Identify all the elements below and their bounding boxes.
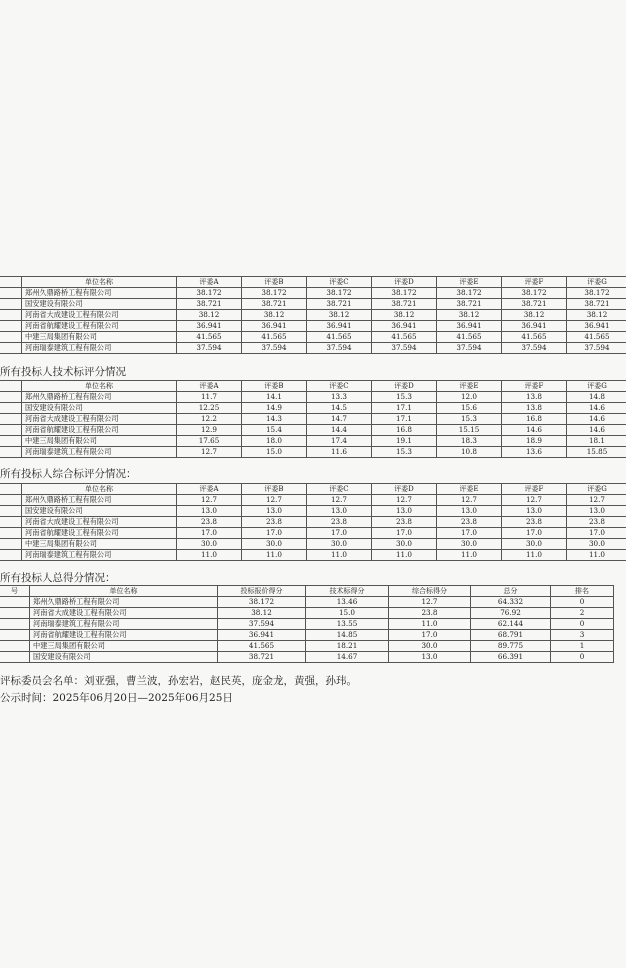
column-header: 评委C <box>307 484 372 495</box>
score-cell: 13.0 <box>242 506 307 517</box>
score-cell: 38.172 <box>372 288 437 299</box>
row-index-cell <box>0 550 22 561</box>
score-cell: 13.6 <box>502 447 567 458</box>
company-name-cell: 中建三局集团有限公司 <box>22 539 177 550</box>
score-cell: 41.565 <box>242 332 307 343</box>
company-name-cell: 河南省航耀建设工程有限公司 <box>22 321 177 332</box>
score-cell: 37.594 <box>218 619 306 630</box>
score-cell: 23.8 <box>307 517 372 528</box>
score-cell: 36.941 <box>502 321 567 332</box>
row-index-cell <box>0 288 22 299</box>
company-name-cell: 中建三局集团有限公司 <box>22 332 177 343</box>
total-score-table <box>0 585 614 663</box>
score-cell: 37.594 <box>307 343 372 354</box>
score-cell: 38.721 <box>242 299 307 310</box>
table-row <box>0 539 626 550</box>
column-header: 评委B <box>242 277 307 288</box>
score-cell: 13.0 <box>437 506 502 517</box>
score-cell: 17.65 <box>177 436 242 447</box>
column-header: 评委G <box>567 484 626 495</box>
score-cell: 17.1 <box>372 403 437 414</box>
score-cell: 62.144 <box>471 619 551 630</box>
score-cell: 36.941 <box>437 321 502 332</box>
score-cell: 23.8 <box>177 517 242 528</box>
table-row <box>0 517 626 528</box>
company-name-cell: 郑州久鼎路桥工程有限公司 <box>22 288 177 299</box>
score-cell: 30.0 <box>567 539 626 550</box>
score-cell: 38.721 <box>177 299 242 310</box>
score-cell: 11.0 <box>372 550 437 561</box>
score-cell: 12.7 <box>242 495 307 506</box>
column-header: 评委B <box>242 381 307 392</box>
score-cell: 41.565 <box>437 332 502 343</box>
score-cell: 38.12 <box>177 310 242 321</box>
score-cell: 36.941 <box>242 321 307 332</box>
row-index-cell <box>0 299 22 310</box>
table-row <box>0 299 626 310</box>
column-header: 评委E <box>437 277 502 288</box>
score-cell: 38.172 <box>502 288 567 299</box>
column-header: 评委E <box>437 484 502 495</box>
score-cell: 37.594 <box>567 343 626 354</box>
row-index-cell <box>0 332 22 343</box>
score-cell: 11.0 <box>242 550 307 561</box>
company-name-cell: 河南省大成建设工程有限公司 <box>22 517 177 528</box>
score-cell: 38.172 <box>177 288 242 299</box>
table-row <box>0 321 626 332</box>
score-cell: 41.565 <box>502 332 567 343</box>
score-cell: 11.0 <box>389 619 471 630</box>
score-cell: 0 <box>551 652 614 663</box>
score-cell: 18.1 <box>567 436 626 447</box>
score-cell: 18.9 <box>502 436 567 447</box>
score-cell: 14.67 <box>306 652 389 663</box>
row-index-cell <box>0 506 22 517</box>
technical-score-heading: 所有投标人技术标评分情况 <box>0 366 126 378</box>
score-cell: 13.0 <box>307 506 372 517</box>
column-header: 评委D <box>372 277 437 288</box>
table-row <box>0 608 614 619</box>
row-index-cell <box>0 310 22 321</box>
score-cell: 14.8 <box>567 392 626 403</box>
company-name-cell: 河南省航耀建设工程有限公司 <box>22 425 177 436</box>
score-cell: 38.12 <box>242 310 307 321</box>
table-row <box>0 343 626 354</box>
score-cell: 30.0 <box>177 539 242 550</box>
company-name-cell: 国安建设有限公司 <box>22 299 177 310</box>
score-cell: 11.0 <box>567 550 626 561</box>
table-row <box>0 436 626 447</box>
score-cell: 17.1 <box>372 414 437 425</box>
score-cell: 12.7 <box>177 447 242 458</box>
score-cell: 38.12 <box>372 310 437 321</box>
row-index-cell <box>0 414 22 425</box>
column-header: 评委A <box>177 277 242 288</box>
score-cell: 30.0 <box>307 539 372 550</box>
column-header: 单位名称 <box>30 586 218 597</box>
company-name-cell: 国安建设有限公司 <box>30 652 218 663</box>
score-cell: 14.6 <box>567 403 626 414</box>
score-cell: 17.0 <box>242 528 307 539</box>
company-name-cell: 郑州久鼎路桥工程有限公司 <box>22 392 177 403</box>
score-cell: 11.0 <box>307 550 372 561</box>
column-header: 评委F <box>502 484 567 495</box>
score-cell: 17.0 <box>372 528 437 539</box>
column-header: 评委E <box>437 381 502 392</box>
score-cell: 0 <box>551 597 614 608</box>
column-header <box>0 277 22 288</box>
table-row <box>0 332 626 343</box>
column-header: 评委D <box>372 381 437 392</box>
score-cell: 38.172 <box>307 288 372 299</box>
score-cell: 15.4 <box>242 425 307 436</box>
score-cell: 17.0 <box>177 528 242 539</box>
column-header: 单位名称 <box>22 277 177 288</box>
comprehensive-score-table <box>0 483 626 561</box>
column-header: 评委G <box>567 277 626 288</box>
company-name-cell: 郑州久鼎路桥工程有限公司 <box>30 597 218 608</box>
score-cell: 13.55 <box>306 619 389 630</box>
score-cell: 38.721 <box>372 299 437 310</box>
score-cell: 14.3 <box>242 414 307 425</box>
column-header: 技术标得分 <box>306 586 389 597</box>
score-cell: 19.1 <box>372 436 437 447</box>
score-cell: 38.172 <box>242 288 307 299</box>
publicity-period: 公示时间：2025年06月20日—2025年06月25日 <box>0 692 233 704</box>
score-cell: 41.565 <box>372 332 437 343</box>
score-cell: 16.8 <box>502 414 567 425</box>
committee-list: 评标委员会名单：刘亚强，曹兰波，孙宏岩，赵民英，庞金龙，黄强，孙玮。 <box>0 675 357 687</box>
score-cell: 13.0 <box>567 506 626 517</box>
row-index-cell <box>0 528 22 539</box>
score-cell: 11.0 <box>437 550 502 561</box>
table-row <box>0 652 614 663</box>
table-header-row <box>0 586 614 597</box>
score-cell: 12.7 <box>389 597 471 608</box>
score-cell: 14.6 <box>502 425 567 436</box>
technical-score-table <box>0 380 626 458</box>
column-header: 评委F <box>502 381 567 392</box>
score-cell: 13.0 <box>177 506 242 517</box>
row-index-cell <box>0 539 22 550</box>
score-cell: 38.721 <box>307 299 372 310</box>
bid-price-score-table <box>0 276 626 354</box>
row-index-cell <box>0 517 22 528</box>
score-cell: 16.8 <box>372 425 437 436</box>
score-cell: 18.0 <box>242 436 307 447</box>
row-index-cell <box>0 641 30 652</box>
score-cell: 10.8 <box>437 447 502 458</box>
score-cell: 15.0 <box>306 608 389 619</box>
score-cell: 14.4 <box>307 425 372 436</box>
table-row <box>0 288 626 299</box>
company-name-cell: 郑州久鼎路桥工程有限公司 <box>22 495 177 506</box>
score-cell: 17.0 <box>567 528 626 539</box>
score-cell: 12.2 <box>177 414 242 425</box>
company-name-cell: 河南瑞泰建筑工程有限公司 <box>22 447 177 458</box>
score-cell: 14.6 <box>567 414 626 425</box>
row-index-cell <box>0 343 22 354</box>
row-index-cell <box>0 321 22 332</box>
score-cell: 1 <box>551 641 614 652</box>
score-cell: 13.0 <box>502 506 567 517</box>
score-cell: 14.6 <box>567 425 626 436</box>
score-cell: 12.7 <box>307 495 372 506</box>
table-row <box>0 619 614 630</box>
score-cell: 30.0 <box>502 539 567 550</box>
score-cell: 36.941 <box>567 321 626 332</box>
column-header: 评委A <box>177 381 242 392</box>
score-cell: 0 <box>551 619 614 630</box>
column-header: 投标报价得分 <box>218 586 306 597</box>
score-cell: 15.15 <box>437 425 502 436</box>
score-cell: 12.7 <box>502 495 567 506</box>
score-cell: 13.0 <box>389 652 471 663</box>
column-header: 总分 <box>471 586 551 597</box>
company-name-cell: 河南瑞泰建筑工程有限公司 <box>22 550 177 561</box>
table-row <box>0 447 626 458</box>
score-cell: 66.391 <box>471 652 551 663</box>
score-cell: 38.12 <box>567 310 626 321</box>
score-cell: 15.85 <box>567 447 626 458</box>
column-header: 单位名称 <box>22 381 177 392</box>
score-cell: 38.12 <box>502 310 567 321</box>
score-cell: 2 <box>551 608 614 619</box>
row-index-cell <box>0 425 22 436</box>
score-cell: 38.12 <box>437 310 502 321</box>
score-cell: 36.941 <box>177 321 242 332</box>
score-cell: 38.172 <box>567 288 626 299</box>
score-cell: 41.565 <box>567 332 626 343</box>
score-cell: 14.1 <box>242 392 307 403</box>
score-cell: 14.7 <box>307 414 372 425</box>
company-name-cell: 国安建设有限公司 <box>22 506 177 517</box>
column-header: 评委G <box>567 381 626 392</box>
score-cell: 15.0 <box>242 447 307 458</box>
score-cell: 17.0 <box>389 630 471 641</box>
company-name-cell: 中建三局集团有限公司 <box>30 641 218 652</box>
score-cell: 38.12 <box>218 608 306 619</box>
score-cell: 23.8 <box>437 517 502 528</box>
score-cell: 38.721 <box>567 299 626 310</box>
total-score-heading: 所有投标人总得分情况： <box>0 572 116 584</box>
score-cell: 23.8 <box>389 608 471 619</box>
score-cell: 13.3 <box>307 392 372 403</box>
column-header: 综合标得分 <box>389 586 471 597</box>
score-cell: 41.565 <box>218 641 306 652</box>
column-header: 评委F <box>502 277 567 288</box>
score-cell: 11.0 <box>502 550 567 561</box>
column-header: 评委B <box>242 484 307 495</box>
score-cell: 37.594 <box>502 343 567 354</box>
score-cell: 13.46 <box>306 597 389 608</box>
table-row <box>0 528 626 539</box>
score-cell: 76.92 <box>471 608 551 619</box>
score-cell: 12.25 <box>177 403 242 414</box>
score-cell: 37.594 <box>177 343 242 354</box>
column-header: 号 <box>0 586 30 597</box>
score-cell: 30.0 <box>437 539 502 550</box>
table-row <box>0 550 626 561</box>
score-cell: 41.565 <box>177 332 242 343</box>
score-cell: 64.332 <box>471 597 551 608</box>
row-index-cell <box>0 608 30 619</box>
table-row <box>0 414 626 425</box>
row-index-cell <box>0 392 22 403</box>
company-name-cell: 河南省航耀建设工程有限公司 <box>22 528 177 539</box>
table-row <box>0 392 626 403</box>
score-cell: 13.8 <box>502 392 567 403</box>
score-cell: 15.3 <box>372 447 437 458</box>
score-cell: 13.8 <box>502 403 567 414</box>
score-cell: 37.594 <box>372 343 437 354</box>
score-cell: 23.8 <box>242 517 307 528</box>
score-cell: 17.4 <box>307 436 372 447</box>
score-cell: 15.6 <box>437 403 502 414</box>
table-row <box>0 425 626 436</box>
company-name-cell: 河南瑞泰建筑工程有限公司 <box>30 619 218 630</box>
column-header: 排名 <box>551 586 614 597</box>
score-cell: 30.0 <box>389 641 471 652</box>
score-cell: 18.21 <box>306 641 389 652</box>
score-cell: 36.941 <box>372 321 437 332</box>
table-row <box>0 310 626 321</box>
column-header: 单位名称 <box>22 484 177 495</box>
company-name-cell: 河南省大成建设工程有限公司 <box>30 608 218 619</box>
score-cell: 12.7 <box>372 495 437 506</box>
score-cell: 38.12 <box>307 310 372 321</box>
company-name-cell: 河南省航耀建设工程有限公司 <box>30 630 218 641</box>
score-cell: 12.7 <box>437 495 502 506</box>
table-row <box>0 630 614 641</box>
score-cell: 68.791 <box>471 630 551 641</box>
table-row <box>0 641 614 652</box>
table-header-row <box>0 277 626 288</box>
row-index-cell <box>0 619 30 630</box>
company-name-cell: 河南省大成建设工程有限公司 <box>22 310 177 321</box>
row-index-cell <box>0 495 22 506</box>
score-cell: 17.0 <box>502 528 567 539</box>
score-cell: 11.7 <box>177 392 242 403</box>
row-index-cell <box>0 652 30 663</box>
score-cell: 14.9 <box>242 403 307 414</box>
table-row <box>0 495 626 506</box>
column-header <box>0 381 22 392</box>
score-cell: 30.0 <box>242 539 307 550</box>
score-cell: 36.941 <box>307 321 372 332</box>
table-row <box>0 403 626 414</box>
comprehensive-score-heading: 所有投标人综合标评分情况： <box>0 468 137 480</box>
score-cell: 23.8 <box>567 517 626 528</box>
score-cell: 37.594 <box>437 343 502 354</box>
table-row <box>0 597 614 608</box>
company-name-cell: 河南瑞泰建筑工程有限公司 <box>22 343 177 354</box>
score-cell: 12.0 <box>437 392 502 403</box>
score-cell: 11.0 <box>177 550 242 561</box>
score-cell: 38.721 <box>502 299 567 310</box>
score-cell: 36.941 <box>218 630 306 641</box>
table-header-row <box>0 484 626 495</box>
score-cell: 17.0 <box>437 528 502 539</box>
score-cell: 38.721 <box>437 299 502 310</box>
score-cell: 37.594 <box>242 343 307 354</box>
score-cell: 11.6 <box>307 447 372 458</box>
score-cell: 15.3 <box>437 414 502 425</box>
score-cell: 15.3 <box>372 392 437 403</box>
company-name-cell: 河南省大成建设工程有限公司 <box>22 414 177 425</box>
score-cell: 14.5 <box>307 403 372 414</box>
score-cell: 12.9 <box>177 425 242 436</box>
table-row <box>0 506 626 517</box>
row-index-cell <box>0 630 30 641</box>
score-cell: 13.0 <box>372 506 437 517</box>
column-header: 评委C <box>307 277 372 288</box>
table-header-row <box>0 381 626 392</box>
company-name-cell: 国安建设有限公司 <box>22 403 177 414</box>
column-header: 评委D <box>372 484 437 495</box>
score-cell: 38.172 <box>437 288 502 299</box>
score-cell: 3 <box>551 630 614 641</box>
score-cell: 18.3 <box>437 436 502 447</box>
row-index-cell <box>0 447 22 458</box>
score-cell: 17.0 <box>307 528 372 539</box>
company-name-cell: 中建三局集团有限公司 <box>22 436 177 447</box>
column-header: 评委C <box>307 381 372 392</box>
column-header: 评委A <box>177 484 242 495</box>
score-cell: 41.565 <box>307 332 372 343</box>
score-cell: 89.775 <box>471 641 551 652</box>
score-cell: 14.85 <box>306 630 389 641</box>
row-index-cell <box>0 403 22 414</box>
row-index-cell <box>0 436 22 447</box>
score-cell: 30.0 <box>372 539 437 550</box>
row-index-cell <box>0 597 30 608</box>
score-cell: 38.172 <box>218 597 306 608</box>
score-cell: 12.7 <box>567 495 626 506</box>
score-cell: 23.8 <box>372 517 437 528</box>
score-cell: 12.7 <box>177 495 242 506</box>
score-cell: 23.8 <box>502 517 567 528</box>
score-cell: 38.721 <box>218 652 306 663</box>
column-header <box>0 484 22 495</box>
